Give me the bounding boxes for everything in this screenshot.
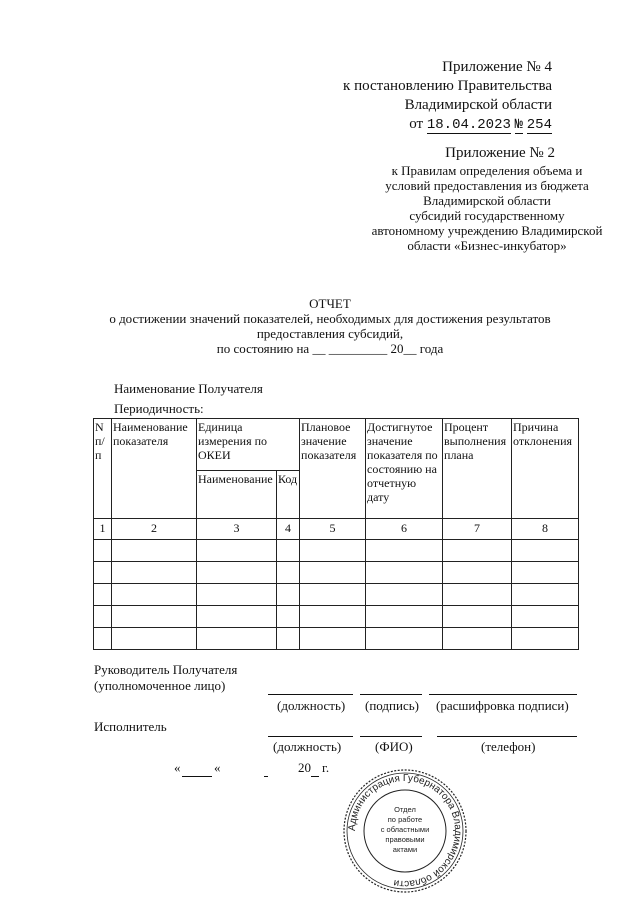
official-stamp: [342, 768, 468, 894]
table-row: [94, 628, 579, 650]
appendix-title: Приложение № 4: [442, 59, 552, 75]
head-line1: Руководитель Получателя: [94, 662, 238, 677]
table-row: [94, 562, 579, 584]
appendix2-title: Приложение № 2: [445, 145, 555, 161]
stamp-center-line: правовыми: [385, 835, 425, 844]
appendix2-line: Владимирской области: [423, 193, 551, 208]
appendix2-line: автономному учреждению Владимирской: [371, 223, 603, 238]
header-num: N п/п: [94, 419, 112, 519]
stamp-center-line: актами: [392, 845, 418, 854]
col-number: 7: [443, 519, 512, 540]
recipient-label: Наименование Получателя: [114, 381, 263, 396]
appendix-line1: к постановлению Правительства: [343, 78, 552, 94]
head-label: [94, 662, 237, 694]
date-day-line: [182, 776, 212, 777]
header-achieved: Достигнутое значение показателя по состоянию на отчетную дату: [366, 419, 443, 519]
appendix2-title-wrap: [370, 144, 555, 163]
appendix2-line: условий предоставления из бюджета: [385, 178, 589, 193]
caption-phone: (телефон): [481, 739, 536, 754]
col-number: 6: [366, 519, 443, 540]
signature-line: [360, 694, 422, 695]
stamp-center-line: Отдел: [394, 805, 416, 814]
appendix2-line: области «Бизнес-инкубатор»: [407, 238, 567, 253]
header-unit-code: Код: [277, 471, 300, 519]
appendix-date: 18.04.2023: [426, 117, 511, 133]
report-line1: о достижении значений показателей, необходимых для достижения результатов: [109, 311, 551, 326]
appendix2-text: [362, 163, 612, 253]
stamp-ring-textpath: Администрация Губернатора Владимирской области: [346, 772, 464, 890]
report-line3: по состоянию на __ _________ 20__ года: [216, 341, 444, 356]
stamp-center-line: с областными: [380, 825, 430, 834]
caption-position2: (должность): [273, 739, 342, 754]
appendix-number-label: №: [514, 117, 524, 133]
report-table: [93, 418, 579, 650]
header-unit-name: Наименование: [197, 471, 277, 519]
header-unit: [197, 419, 300, 471]
header-unit-text: Единица измерения по ОКЕИ: [198, 420, 268, 462]
col-number: 2: [112, 519, 197, 540]
position-line: [268, 694, 353, 695]
date-quote-open: «: [174, 760, 181, 775]
table-row: [94, 584, 579, 606]
date-year-line: [311, 776, 319, 777]
date-year: 20: [298, 760, 311, 775]
appendix-line2: Владимирской области: [404, 97, 552, 113]
caption-position: (должность): [277, 698, 346, 713]
date-suffix: г.: [322, 760, 330, 775]
table-row: [94, 540, 579, 562]
position2-line: [268, 736, 353, 737]
phone-line: [437, 736, 577, 737]
stamp-center-line: по работе: [387, 815, 423, 824]
col-number: 5: [300, 519, 366, 540]
caption-fio: (ФИО): [375, 739, 413, 754]
report-title: ОТЧЕТ: [309, 296, 351, 311]
header-plan: Плановое значение показателя: [300, 419, 366, 519]
table-row: [94, 606, 579, 628]
appendix2-line: к Правилам определения объема и: [391, 163, 583, 178]
col-number: 8: [512, 519, 579, 540]
appendix-date-line: [300, 115, 552, 135]
header-reason: Причина отклонения: [512, 419, 579, 519]
header-indicator: Наименование показателя: [112, 419, 197, 519]
caption-signature: (подпись): [365, 698, 419, 713]
decoding-line: [429, 694, 577, 695]
header-percent: Процент выполнения плана: [443, 419, 512, 519]
fio-line: [360, 736, 422, 737]
periodicity-label: Периодичность:: [114, 401, 204, 416]
date-month-line: [264, 776, 268, 777]
executor-label: Исполнитель: [94, 719, 167, 734]
caption-decoding: (расшифровка подписи): [436, 698, 569, 713]
report-line2: предоставления субсидий,: [256, 326, 404, 341]
appendix-number: 254: [526, 117, 552, 133]
date-quote-close: «: [214, 760, 221, 775]
col-number: 3: [197, 519, 277, 540]
head-line2: (уполномоченное лицо): [94, 678, 226, 693]
col-number: 4: [277, 519, 300, 540]
appendix2-line: субсидий государственному: [409, 208, 565, 223]
appendix-header: [300, 58, 552, 135]
report-heading: [80, 296, 580, 356]
col-number: 1: [94, 519, 112, 540]
from-label: от: [409, 116, 424, 132]
